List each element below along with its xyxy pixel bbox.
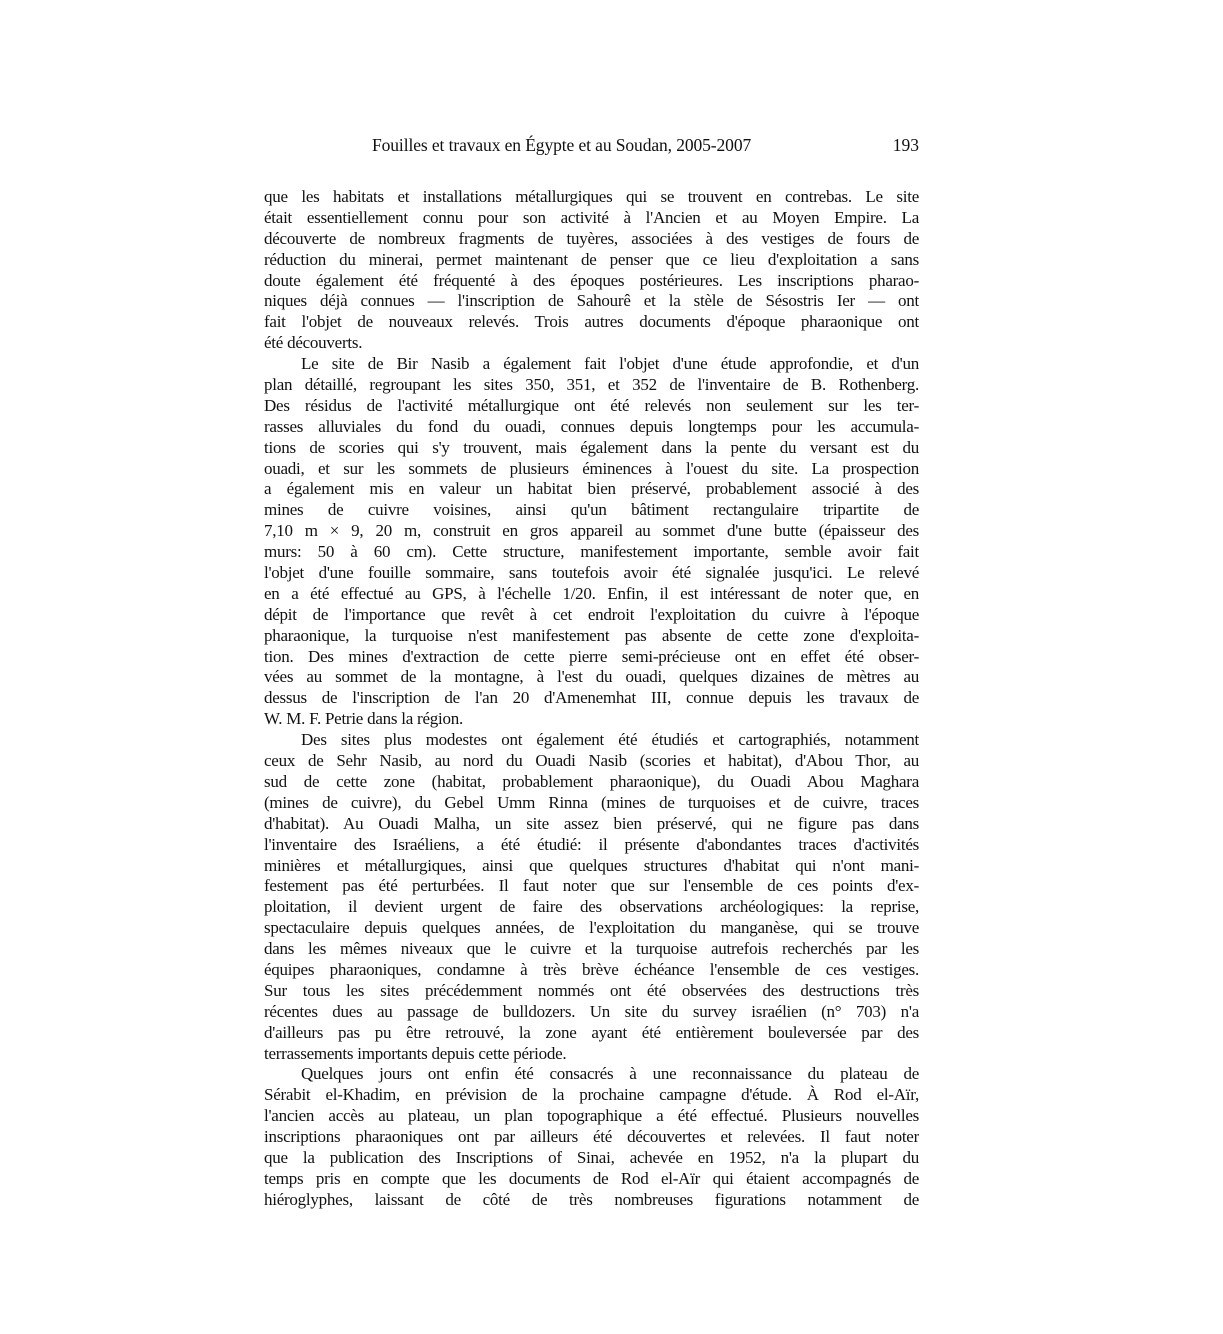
text-line: W. M. F. Petrie dans la région. — [264, 709, 463, 729]
page-number: 193 — [892, 135, 919, 155]
text-line: Sur tous les sites précédemment nommés ont été observées des destructions très — [264, 980, 919, 1000]
text-line: Des résidus de l'activité métallurgique ont été relevés non seulement sur les ter- — [264, 395, 919, 415]
paragraph — [264, 730, 919, 1064]
text-line: Quelques jours ont enfin été consacrés à une reconnaissance du plateau de — [301, 1064, 919, 1084]
text-line: fait l'objet de nouveaux relevés. Trois autres documents d'époque pharaonique ont — [264, 312, 919, 332]
text-line: hiéroglyphes, laissant de côté de très nombreuses figurations notamment de — [264, 1189, 919, 1209]
text-line: l'objet d'une fouille sommaire, sans toutefois avoir été signalée jusqu'ici. Le relevé — [264, 563, 919, 583]
text-line: d'ailleurs pas pu être retrouvé, la zone ayant été entièrement bouleversée par des — [264, 1022, 919, 1042]
text-line: (mines de cuivre), du Gebel Umm Rinna (mines de turquoises et de cuivre, traces — [264, 792, 919, 812]
paragraph — [264, 1064, 919, 1210]
text-line: dépit de l'importance que revêt à cet endroit l'exploitation du cuivre à l'époque — [264, 604, 919, 624]
text-line: pharaonique, la turquoise n'est manifestement pas absente de cette zone d'exploita- — [264, 625, 919, 645]
text-line: terrassements importants depuis cette période. — [264, 1043, 567, 1063]
text-line: plan détaillé, regroupant les sites 350, 351, et 352 de l'inventaire de B. Rothenberg. — [264, 375, 919, 395]
text-line: ploitation, il devient urgent de faire des observations archéologiques: la reprise, — [264, 897, 919, 917]
text-line: spectaculaire depuis quelques années, de l'exploitation du manganèse, qui se trouve — [264, 918, 919, 938]
text-line: ceux de Sehr Nasib, au nord du Ouadi Nasib (scories et habitat), d'Abou Thor, au — [264, 751, 919, 771]
text-line: était essentiellement connu pour son activité à l'Ancien et au Moyen Empire. La — [264, 207, 919, 227]
text-line: tions de scories qui s'y trouvent, mais également dans la pente du versant est du — [264, 437, 919, 457]
text-line: découverte de nombreux fragments de tuyères, associées à des vestiges de fours de — [264, 228, 919, 248]
text-line: que les habitats et installations métallurgiques qui se trouvent en contrebas. Le site — [264, 187, 919, 206]
paragraph — [264, 187, 919, 354]
body-text — [264, 187, 919, 1211]
text-line: vées au sommet de la montagne, à l'est du ouadi, quelques dizaines de mètres au — [264, 667, 919, 687]
text-line: minières et métallurgiques, ainsi que quelques structures d'habitat qui n'ont mani- — [264, 855, 919, 875]
text-line: été découverts. — [264, 333, 363, 353]
text-line: ouadi, et sur les sommets de plusieurs éminences à l'ouest du site. La prospection — [264, 458, 919, 478]
text-line: a également mis en valeur un habitat bien préservé, probablement associé à des — [264, 479, 919, 499]
text-line: d'habitat). Au Ouadi Malha, un site assez bien préservé, qui ne figure pas dans — [264, 813, 919, 833]
text-line: niques déjà connues — l'inscription de Sahourê et la stèle de Sésostris Ier — ont — [264, 291, 919, 311]
text-line: mines de cuivre voisines, ainsi qu'un bâtiment rectangulaire tripartite de — [264, 500, 919, 520]
text-line: inscriptions pharaoniques ont par ailleurs été découvertes et relevées. Il faut noter — [264, 1127, 919, 1147]
text-line: que la publication des Inscriptions of Sinai, achevée en 1952, n'a la plupart du — [264, 1147, 919, 1167]
text-line: rasses alluviales du fond du ouadi, connues depuis longtemps pour les accumula- — [264, 416, 919, 436]
text-line: 7,10 m × 9, 20 m, construit en gros appareil au sommet d'une butte (épaisseur des — [264, 521, 919, 541]
text-line: festement pas été perturbées. Il faut noter que sur l'ensemble de ces points d'ex- — [264, 876, 919, 896]
text-line: l'ancien accès au plateau, un plan topographique a été effectué. Plusieurs nouvelles — [264, 1106, 919, 1126]
text-line: équipes pharaoniques, condamne à très brève échéance l'ensemble de ces vestiges. — [264, 959, 919, 979]
text-line: doute également été fréquenté à des époques postérieures. Les inscriptions pharao- — [264, 270, 919, 290]
text-line: dans les mêmes niveaux que le cuivre et la turquoise autrefois recherchés par les — [264, 939, 919, 959]
text-line: Sérabit el-Khadim, en prévision de la prochaine campagne d'étude. À Rod el-Aïr, — [264, 1085, 919, 1105]
text-line: tion. Des mines d'extraction de cette pierre semi-précieuse ont en effet été obser- — [264, 646, 919, 666]
text-line: Le site de Bir Nasib a également fait l'objet d'une étude approfondie, et d'un — [301, 354, 919, 374]
text-line: dessus de l'inscription de l'an 20 d'Amenemhat III, connue depuis les travaux de — [264, 688, 919, 708]
running-title: Fouilles et travaux en Égypte et au Soudan, 2005-2007 — [372, 135, 752, 155]
text-line: réduction du minerai, permet maintenant de penser que ce lieu d'exploitation a sans — [264, 249, 919, 269]
text-line: temps pris en compte que les documents de Rod el-Aïr qui étaient accompagnés de — [264, 1168, 919, 1188]
text-line: l'inventaire des Israéliens, a été étudié: il présente d'abondantes traces d'activités — [264, 834, 919, 854]
text-line: Des sites plus modestes ont également été étudiés et cartographiés, notamment — [301, 730, 919, 750]
text-line: en a été effectué au GPS, à l'échelle 1/20. Enfin, il est intéressant de noter que, en — [264, 583, 919, 603]
text-line: sud de cette zone (habitat, probablement pharaonique), du Ouadi Abou Maghara — [264, 771, 919, 791]
page-header — [264, 133, 919, 157]
text-line: récentes dues au passage de bulldozers. Un site du survey israélien (n° 703) n'a — [264, 1001, 919, 1021]
text-line: murs: 50 à 60 cm). Cette structure, manifestement importante, semble avoir fait — [264, 542, 919, 562]
paragraph — [264, 354, 919, 730]
